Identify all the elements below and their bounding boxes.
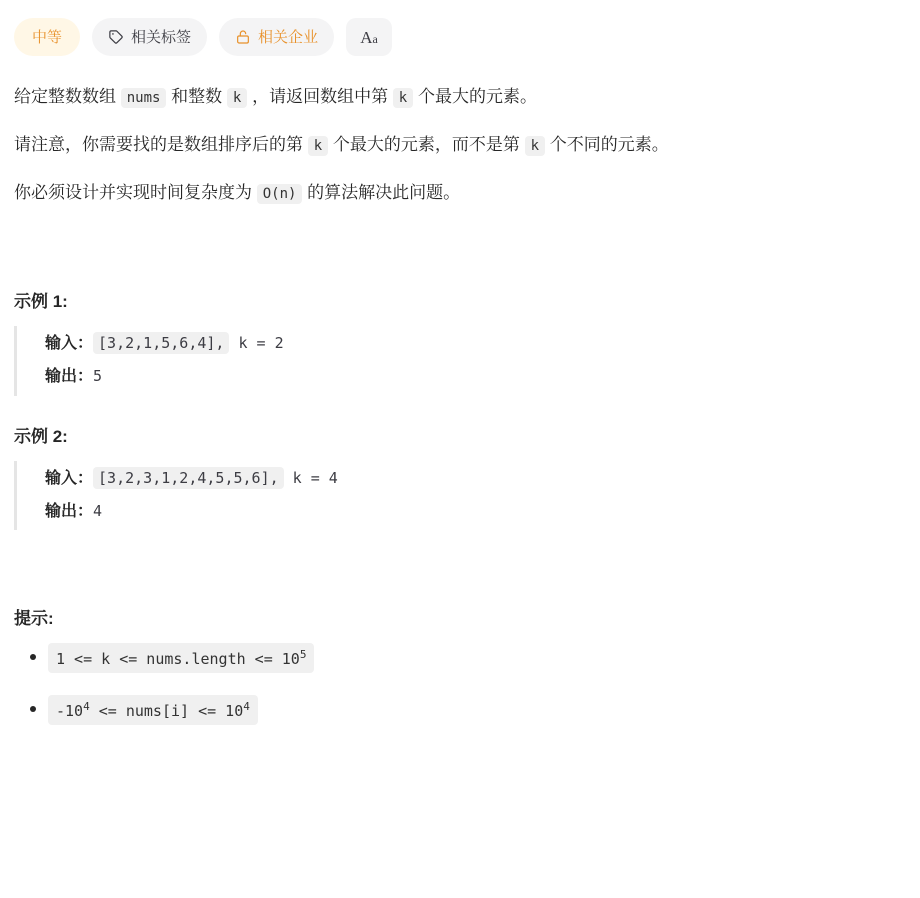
desc-text: 你必须设计并实现时间复杂度为 (14, 182, 257, 202)
output-value: 5 (93, 367, 103, 386)
hint-constraint-2 (48, 695, 258, 725)
code-nums: nums (121, 88, 167, 108)
difficulty-label: 中等 (32, 28, 63, 46)
output-label: 输出： (45, 502, 94, 520)
input-value (93, 467, 338, 489)
related-companies-button[interactable] (219, 18, 334, 56)
input-value (93, 332, 284, 354)
example-1-title: 示例 1: (14, 292, 68, 312)
font-size-button[interactable] (346, 18, 392, 56)
code-k: k (525, 136, 545, 156)
tag-bar (14, 18, 906, 56)
hints-title: 提示: (14, 609, 54, 629)
hint-constraint-1 (48, 643, 314, 673)
example-1-block (14, 326, 906, 396)
example-2-title: 示例 2: (14, 426, 68, 446)
code-k: k (227, 88, 247, 108)
list-item (14, 643, 906, 673)
hint-exponent: 4 (83, 700, 90, 714)
lock-icon (235, 29, 251, 45)
spacer (14, 556, 906, 604)
hint-text: -10 (56, 702, 84, 721)
example-1-input-line (45, 328, 906, 361)
input-array: [3,2,1,5,6,4], (93, 332, 229, 354)
example-1-output-line (45, 361, 906, 394)
output-value: 4 (93, 501, 103, 520)
input-k: k = 2 (238, 334, 284, 353)
spacer (14, 225, 906, 287)
hint-exponent: 5 (299, 648, 307, 662)
related-tags-label: 相关标签 (131, 28, 192, 46)
hint-text: 1 <= k <= nums.length <= 10 (56, 650, 300, 669)
desc-text: 个不同的元素。 (545, 134, 669, 154)
description-paragraph-3 (14, 178, 906, 208)
desc-text: 个最大的元素。 (413, 87, 537, 106)
desc-text: 给定整数数组 (14, 87, 121, 106)
desc-text: 请注意，你需要找的是数组排序后的第 (14, 134, 308, 154)
font-size-icon: Aa (360, 27, 378, 47)
input-label: 输入： (45, 469, 94, 487)
difficulty-badge[interactable] (14, 18, 80, 56)
hint-text: <= nums[i] <= 10 (89, 702, 244, 721)
output-label: 输出： (45, 368, 94, 386)
input-k: k = 4 (292, 468, 338, 487)
related-tags-button[interactable] (92, 18, 207, 56)
desc-text: ，请返回数组中第 (247, 87, 393, 106)
code-k: k (308, 136, 328, 156)
code-complexity: O(n) (257, 184, 303, 204)
description-paragraph-2 (14, 130, 906, 160)
tag-icon (108, 29, 124, 45)
example-2-input-line (45, 463, 906, 496)
related-companies-label: 相关企业 (258, 28, 319, 46)
desc-text: 的算法解决此问题。 (302, 182, 461, 202)
example-2-output-line (45, 496, 906, 529)
description-paragraph-1 (14, 82, 906, 112)
example-2-block (14, 461, 906, 531)
hints-list (14, 643, 906, 725)
list-item (14, 695, 906, 725)
code-k: k (393, 88, 413, 108)
desc-text: 个最大的元素，而不是第 (328, 134, 525, 154)
input-array: [3,2,3,1,2,4,5,5,6], (93, 467, 284, 489)
hint-exponent: 4 (243, 700, 250, 714)
desc-text: 和整数 (166, 87, 227, 106)
input-label: 输入： (45, 335, 94, 353)
